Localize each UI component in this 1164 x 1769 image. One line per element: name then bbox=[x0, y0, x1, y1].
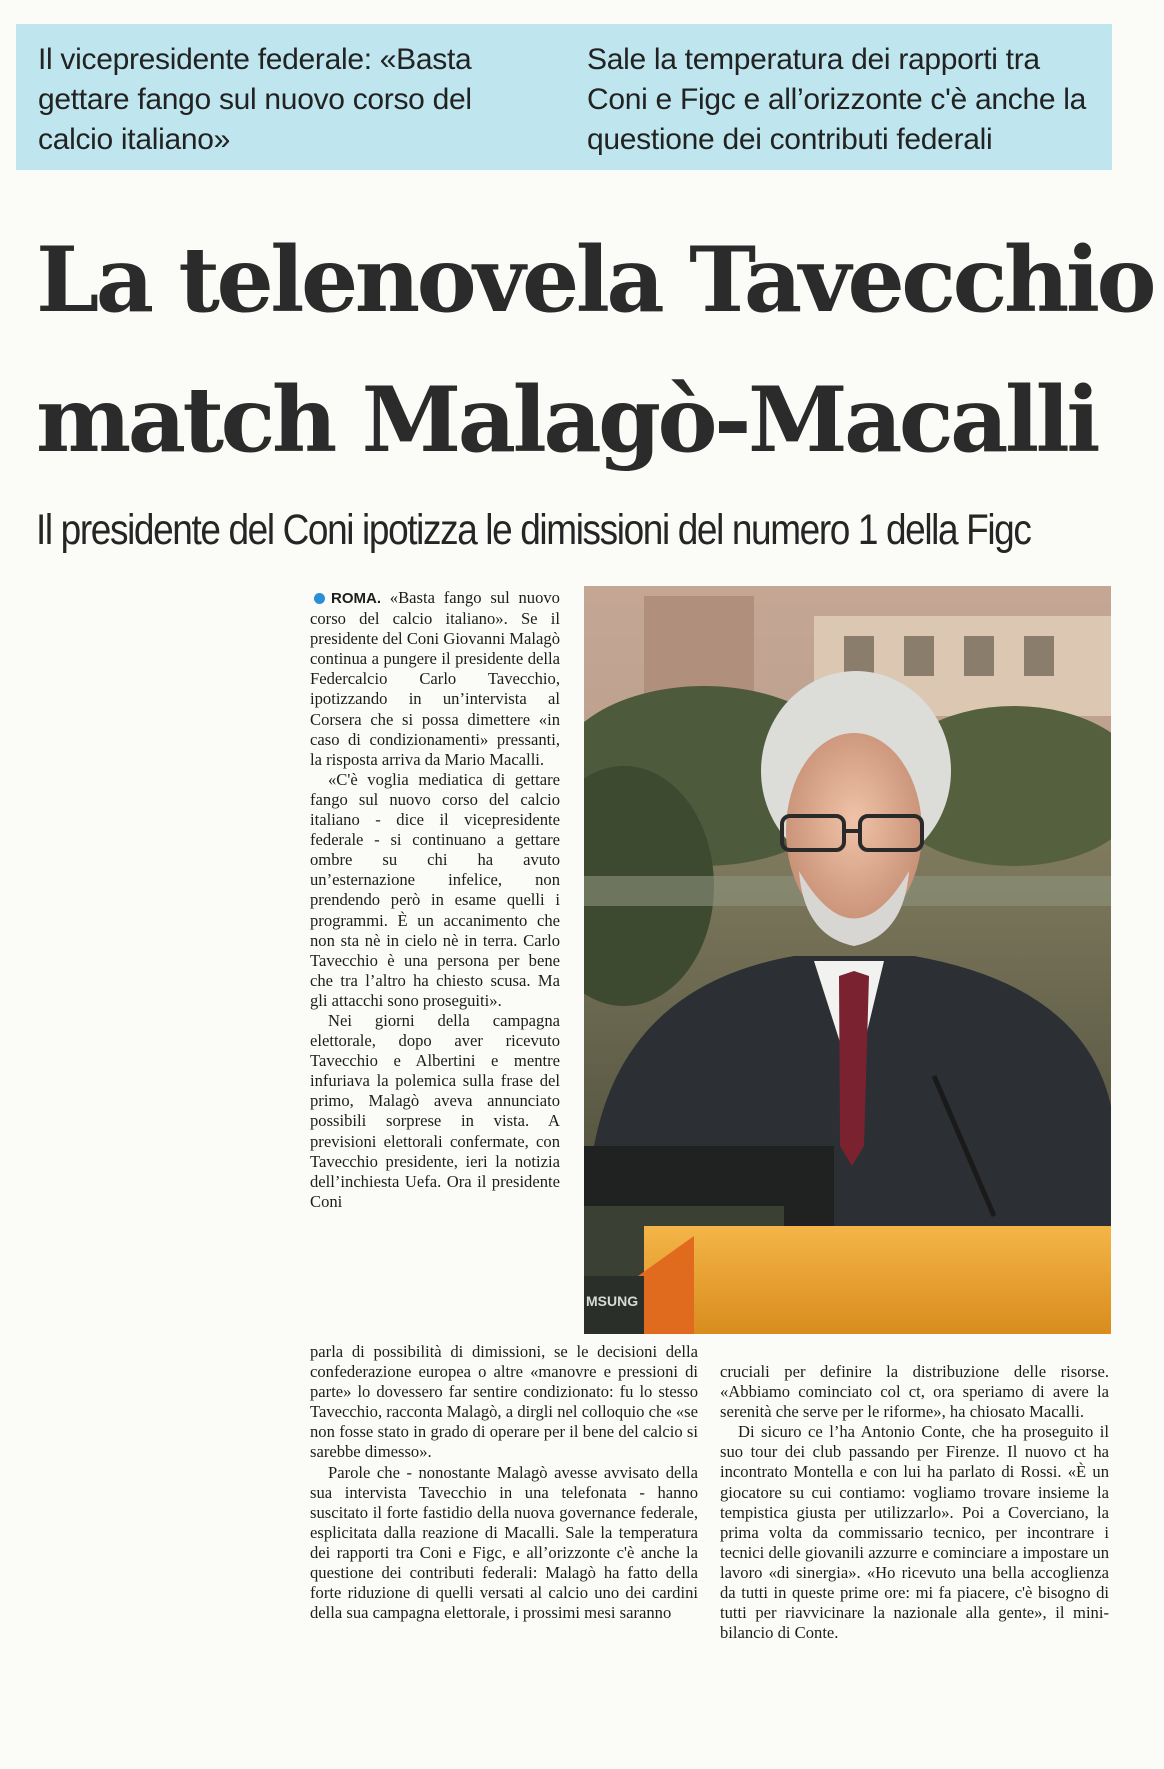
podium-logo: MSUNG bbox=[586, 1293, 639, 1309]
article-paragraph: cruciali per definire la distribuzione delle risorse. «Abbiamo cominciato col ct, ora speriamo di avere la serenità che serve per le riforme», ha chiosato Macalli. bbox=[720, 1362, 1109, 1422]
press-conference-photo bbox=[584, 586, 1111, 1334]
subheadline: Il presidente del Coni ipotizza le dimissioni del numero 1 della Figc bbox=[36, 506, 1031, 554]
headline-line-2: match Malagò-Macalli bbox=[36, 367, 1098, 473]
headline-line-1: La telenovela Tavecchio bbox=[36, 227, 1154, 333]
article-paragraph: parla di possibilità di dimissioni, se le decisioni della confederazione europea o altre «manovre e pressioni di parte» lo dovessero far sentire condizionato: fu lo stesso Tavecchio, racconta Malagò, a dirgli nel colloquio che «se non fosse stato in grado di operare per il bene del calcio si sarebbe dimesso». bbox=[310, 1342, 698, 1462]
article-paragraph bbox=[310, 588, 560, 770]
article-paragraph: Nei giorni della campagna elettorale, dopo aver ricevuto Tavecchio e Albertini e mentre infuriava la polemica sulla frase del primo, Malagò aveva annunciato possibili sorprese in vista. A previsioni elettorali confermate, con Tavecchio presidente, ieri la notizia dell’inchiesta Uefa. Ora il presidente Coni bbox=[310, 1010, 560, 1211]
article-column-1 bbox=[310, 588, 560, 1212]
kicker-left: Il vicepresidente federale: «Basta gettare fango sul nuovo corso del calcio italiano» bbox=[38, 43, 472, 156]
kicker-right: Sale la temperatura dei rapporti tra Coni e Figc e all’orizzonte c'è anche la questione dei contributi federali bbox=[587, 43, 1086, 156]
article-column-2 bbox=[310, 1342, 698, 1623]
dateline-dot-icon bbox=[314, 593, 325, 604]
article-column-3 bbox=[720, 1362, 1109, 1643]
article-paragraph: Parole che - nonostante Malagò avesse avvisato della sua intervista Tavecchio in una telefonata - hanno suscitato il forte fastidio della nuova governance federale, esplicitata dalla reazione di Macalli. Sale la temperatura dei rapporti tra Coni e Figc, e all’orizzonte c'è anche la questione dei contributi federali: Malagò ha fatto della forte riduzione di quelli versati al calcio uno dei cardini della sua campagna elettorale, i prossimi mesi saranno bbox=[310, 1462, 698, 1623]
article-paragraph: Di sicuro ce l’ha Antonio Conte, che ha proseguito il suo tour dei club passando per Firenze. Il nuovo ct ha incontrato Montella e con lui ha parlato di Rossi. «È un giocatore su cui contiamo: vogliamo trovare insieme la tempistica giusta per utilizzarlo». Poi a Coverciano, la prima volta da commissario tecnico, per incontrare i tecnici delle giovanili azzurre e cominciare a impostare un lavoro «di sinergia». «Ho ricevuto una bella accoglienza da tutti in queste prime ore: mi fa piacere, c'è bisogno di tutti per riavvicinare la nazionale alla gente», il mini-bilancio di Conte. bbox=[720, 1422, 1109, 1643]
paragraph-text: «Basta fango sul nuovo corso del calcio italiano». Se il presidente del Coni Giovanni Malagò continua a pungere il presidente della Federcalcio Carlo Tavecchio, ipotizzando in un’intervista al Corsera che si possa dimettere «in caso di condizionamenti» pressanti, la risposta arriva da Mario Macalli. bbox=[310, 588, 560, 769]
dateline: ROMA. bbox=[331, 590, 381, 607]
article-paragraph: «C'è voglia mediatica di gettare fango sul nuovo corso del calcio italiano - dice il vicepresidente federale - si continuano a gettare ombre su chi ha avuto un’esternazione infelice, non prendendo però in esame quelli i programmi. È un accanimento che non sta nè in cielo nè in terra. Carlo Tavecchio è una persona per bene che tra l’altro ha chiesto scusa. Ma gli attacchi sono proseguiti». bbox=[310, 769, 560, 1010]
